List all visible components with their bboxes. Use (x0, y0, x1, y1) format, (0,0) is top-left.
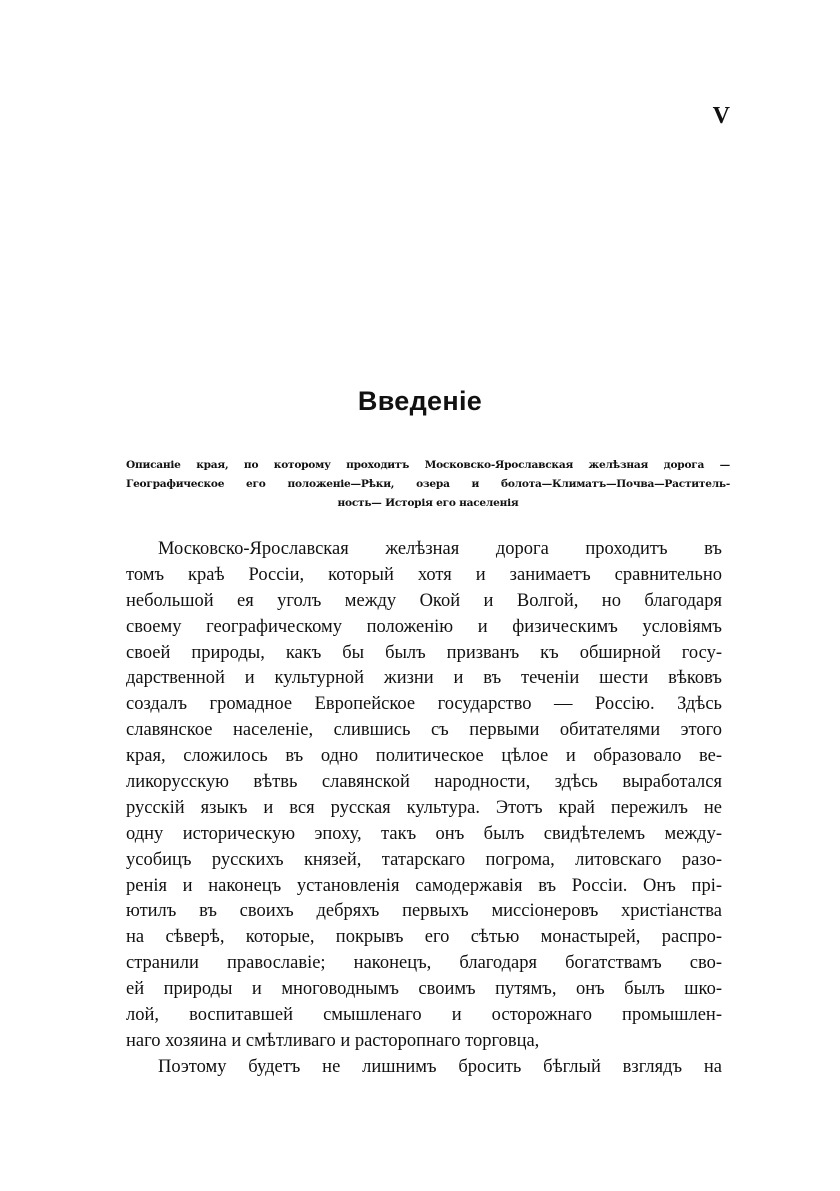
text-line: своей природы, какъ бы былъ призванъ къ обширной госу- (126, 642, 722, 663)
text-line: усобицъ русскихъ князей, татарскаго погрома, литовскаго разо- (126, 849, 722, 870)
summary-line: Описаніе края, по которому проходитъ Московско-Ярославская желѣзная дорога — (126, 459, 730, 471)
text-line: русскій языкъ и вся русская культура. Этотъ край пережилъ не (126, 797, 722, 818)
page-number: V (712, 103, 730, 129)
text-line: края, сложилось въ одно политическое цѣлое и образовало ве- (126, 746, 722, 767)
text-line: одну историческую эпоху, такъ онъ былъ свидѣтелемъ между- (126, 823, 722, 844)
text-line: лой, воспитавшей смышленаго и осторожнаго промышлен- (126, 1005, 722, 1026)
text-line: дарственной и культурной жизни и въ теченіи шести вѣковъ (126, 668, 722, 689)
text-line: томъ краѣ Россіи, который хотя и занимаетъ сравнительно (126, 564, 722, 585)
text-line: Московско-Ярославская желѣзная дорога проходитъ въ (158, 539, 722, 559)
text-line: ликорусскую вѣтвь славянской народности, здѣсь выработался (126, 772, 722, 793)
summary-line: Географическое его положеніе—Рѣки, озера и болота—Климатъ—Почва—Раститель- (126, 478, 730, 490)
text-line: наго хозяина и смѣтливаго и расторопнаго торговца, (126, 1030, 540, 1051)
text-line: ей природы и многоводнымъ своимъ путямъ, онъ былъ шко- (126, 979, 722, 1000)
text-line: странили православіе; наконецъ, благодаря богатствамъ сво- (126, 953, 722, 974)
chapter-heading: Введеніе (357, 386, 483, 416)
text-line: славянское населеніе, слившись съ первыми обитателями этого (126, 720, 722, 741)
text-line: создалъ громадное Европейское государство — Россію. Здѣсь (126, 694, 722, 715)
text-line: своему географическому положенію и физическимъ условіямъ (126, 616, 722, 637)
text-line: на сѣверѣ, которые, покрывъ его сѣтью монастырей, распро- (126, 927, 722, 948)
body-text (126, 537, 722, 1081)
chapter-summary (126, 456, 730, 513)
text-line: ютилъ въ своихъ дебряхъ первыхъ миссіонеровъ христіанства (126, 901, 722, 922)
text-line: ренія и наконецъ установленія самодержавія въ Россіи. Онъ прі- (126, 875, 722, 896)
text-line: Поэтому будетъ не лишнимъ бросить бѣглый взглядъ на (158, 1056, 722, 1077)
summary-line: ность— Исторія его населенія (337, 497, 519, 509)
text-line: небольшой ея уголъ между Окой и Волгой, но благодаря (126, 590, 722, 611)
